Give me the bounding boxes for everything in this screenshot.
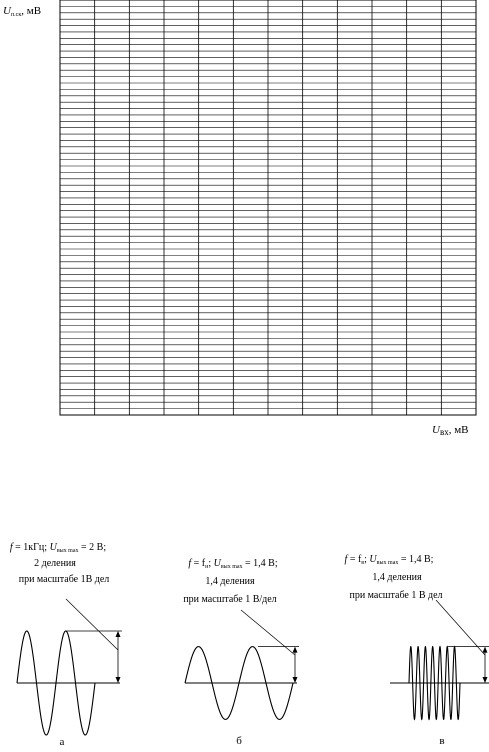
panel-a-oscillogram: [17, 599, 122, 735]
arrowhead-down: [483, 677, 488, 683]
panel-a-u-symbol: U: [49, 542, 57, 553]
panel-v-caption: в: [439, 735, 445, 747]
panel-b: [183, 558, 299, 747]
panel-b-line3: при масштабе 1 В/дел: [183, 594, 277, 605]
x-axis-label: [432, 424, 469, 437]
arrowhead-down: [293, 677, 298, 683]
leader-line: [66, 599, 118, 650]
panel-v-freq-sub: в: [361, 560, 365, 566]
panel-b-sep: ;: [208, 558, 214, 569]
grid-lines: [60, 0, 476, 415]
panel-v-line1: [345, 554, 434, 566]
panel-a-line3: при масштабе 1В дел: [18, 574, 110, 585]
panel-a-freq-eq: = 1кГц;: [12, 542, 50, 553]
panel-v-freq-var: f: [344, 554, 348, 565]
arrowhead-down: [116, 677, 121, 683]
graph-paper: [60, 0, 476, 415]
panel-v-freq-eq: = f: [347, 554, 362, 565]
panel-b-freq-var: f: [188, 558, 192, 569]
panel-v-oscillogram: [390, 600, 489, 719]
panel-a-u-subscript: вых max: [56, 548, 79, 554]
panel-a-freq-var: f: [9, 542, 13, 553]
panel-b-line1: [188, 558, 278, 570]
leader-line: [241, 610, 295, 655]
panel-v: [345, 554, 489, 747]
panel-b-u-subscript: вых max: [220, 564, 243, 570]
x-axis-unit: , мВ: [448, 424, 469, 436]
arrowhead-up: [116, 631, 121, 637]
panel-v-u-value: = 1,4 В;: [398, 554, 434, 565]
panel-b-u-value: = 1,4 В;: [242, 558, 278, 569]
panel-v-sep: ;: [364, 554, 370, 565]
panel-b-caption: б: [236, 735, 242, 747]
panel-a-line2: 2 деления: [34, 558, 76, 569]
arrowhead-up: [293, 647, 298, 653]
panel-b-u-symbol: U: [213, 558, 221, 569]
y-axis-unit: , мВ: [21, 5, 42, 17]
y-axis-subscript: п.ск: [10, 12, 22, 18]
y-axis-label: [3, 5, 41, 18]
panel-v-u-subscript: вых max: [376, 560, 399, 566]
panel-b-oscillogram: [185, 610, 299, 719]
panel-a-u-value: = 2 В;: [78, 542, 107, 553]
panel-a: [10, 542, 122, 748]
y-axis-symbol: U: [3, 5, 11, 17]
signal-waveform: [409, 647, 460, 720]
panel-a-line1: [10, 542, 106, 554]
panel-v-line2: 1,4 деления: [372, 572, 422, 583]
arrowhead-up: [483, 647, 488, 653]
panel-b-freq-sub: н: [205, 564, 209, 570]
panel-b-freq-eq: = f: [191, 558, 206, 569]
x-axis-subscript: вх: [439, 427, 449, 437]
x-axis-symbol: U: [432, 424, 440, 436]
panel-b-line2: 1,4 деления: [205, 576, 255, 587]
panel-v-u-symbol: U: [369, 554, 377, 565]
panel-a-caption: а: [59, 736, 65, 748]
panel-v-line3: при масштабе 1 В дел: [349, 590, 443, 601]
